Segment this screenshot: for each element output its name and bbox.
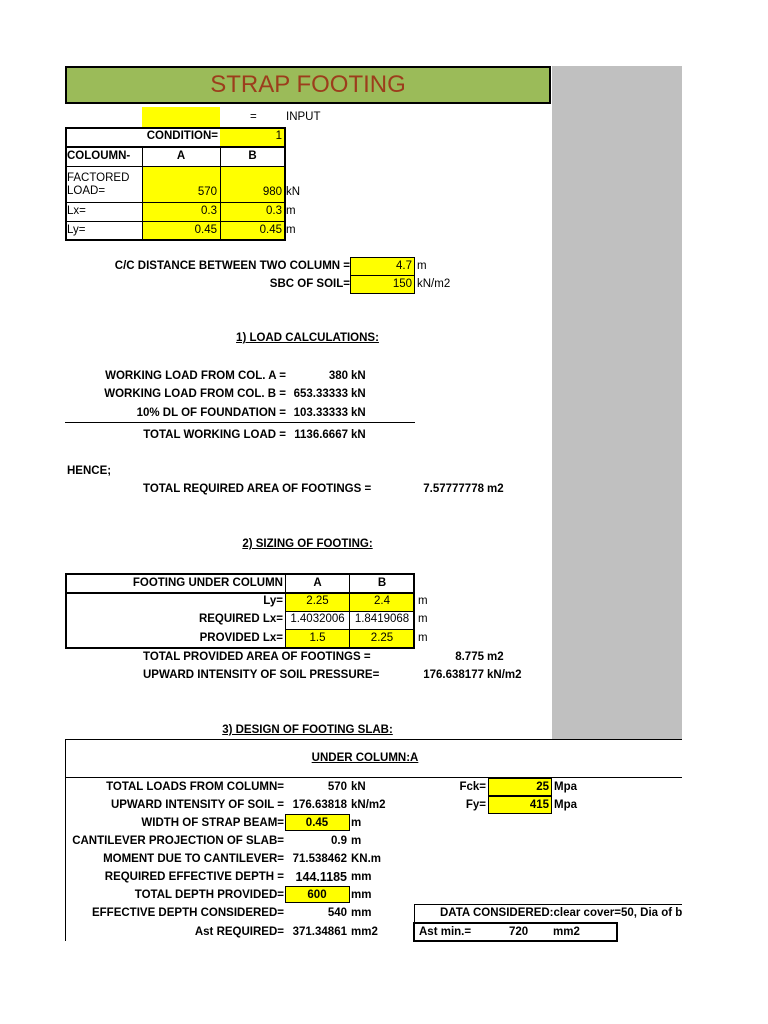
moment-unit: KN.m <box>351 853 382 865</box>
required-area-unit: m2 <box>487 483 504 495</box>
eff-depth-considered-unit: mm <box>351 907 372 919</box>
upward-soil-label: UPWARD INTENSITY OF SOIL = <box>110 799 284 811</box>
cantilever-unit: m <box>351 835 362 847</box>
required-area-value: 7.57777778 <box>423 483 484 495</box>
strap-width-unit: m <box>351 817 362 829</box>
sizing-header-label: FOOTING UNDER COLUMN <box>132 577 283 589</box>
working-load-b-value: 653.33333 <box>293 388 348 400</box>
section1-heading: 1) LOAD CALCULATIONS: <box>236 332 379 344</box>
ly-a[interactable]: 0.45 <box>194 224 217 236</box>
grey-side-panel <box>552 66 682 740</box>
sizing-prov-lx-a[interactable]: 1.5 <box>309 632 326 644</box>
lx-unit: m <box>286 205 296 217</box>
ast-min-label: Ast min.= <box>419 926 472 938</box>
req-eff-depth-value: 144.1185 <box>295 870 347 884</box>
legend-equals: = <box>250 111 257 123</box>
total-loads-label: TOTAL LOADS FROM COLUMN= <box>106 781 284 793</box>
eff-depth-considered-label: EFFECTIVE DEPTH CONSIDERED= <box>91 907 284 919</box>
sizing-ly-a[interactable]: 2.25 <box>306 595 329 607</box>
fck-value[interactable]: 25 <box>536 781 549 793</box>
total-provided-area-unit: m2 <box>487 651 504 663</box>
condition-label: CONDITION= <box>146 130 218 142</box>
total-depth-unit: mm <box>351 889 372 901</box>
moment-label: MOMENT DUE TO CANTILEVER= <box>103 853 284 865</box>
cantilever-value: 0.9 <box>331 835 347 847</box>
total-loads-value: 570 <box>327 781 347 793</box>
fck-label: Fck= <box>459 781 486 793</box>
ast-min-box <box>413 922 618 942</box>
req-eff-depth-unit: mm <box>351 871 372 883</box>
total-working-load-label: TOTAL WORKING LOAD = <box>143 429 286 441</box>
lx-b[interactable]: 0.3 <box>266 205 282 217</box>
cantilever-label: CANTILEVER PROJECTION OF SLAB= <box>72 835 284 847</box>
sizing-prov-lx-b[interactable]: 2.25 <box>370 632 394 644</box>
sizing-req-lx-b: 1.8419068 <box>354 613 410 625</box>
sizing-prov-lx-label: PROVIDED Lx= <box>199 632 283 644</box>
lx-label: Lx= <box>67 205 86 217</box>
dl-foundation-value: 103.33333 <box>293 407 348 419</box>
sizing-ly-label: Ly= <box>263 595 283 607</box>
ly-b[interactable]: 0.45 <box>259 224 282 236</box>
factored-load-a[interactable]: 570 <box>197 186 217 198</box>
sbc-value[interactable]: 150 <box>392 278 412 290</box>
sizing-header-a: A <box>313 577 322 589</box>
hence-label: HENCE; <box>67 465 112 477</box>
eff-depth-considered-value: 540 <box>327 907 347 919</box>
factored-load-unit: kN <box>286 186 301 198</box>
sbc-label: SBC OF SOIL= <box>269 278 350 290</box>
upward-intensity-unit: kN/m2 <box>487 669 522 681</box>
cc-distance-unit: m <box>417 260 427 272</box>
strap-width-value[interactable]: 0.45 <box>305 817 329 829</box>
legend-input-label: INPUT <box>286 111 321 123</box>
data-considered-text: DATA CONSIDERED:clear cover=50, Dia of b <box>440 907 682 919</box>
fy-unit: Mpa <box>554 799 577 811</box>
upward-intensity-value: 176.638177 <box>423 669 484 681</box>
total-provided-area-label: TOTAL PROVIDED AREA OF FOOTINGS = <box>143 651 371 663</box>
section2-heading: 2) SIZING OF FOOTING: <box>242 538 373 550</box>
ast-min-unit: mm2 <box>553 926 580 938</box>
sbc-unit: kN/m2 <box>417 278 451 290</box>
page-title: STRAP FOOTING <box>65 66 551 104</box>
under-column-a-heading: UNDER COLUMN:A <box>311 752 419 764</box>
total-loads-unit: kN <box>351 781 366 793</box>
working-load-a-unit: kN <box>351 370 366 382</box>
factored-load-b[interactable]: 980 <box>262 186 282 198</box>
working-load-b-unit: kN <box>351 388 366 400</box>
dl-foundation-label: 10% DL OF FOUNDATION = <box>136 407 286 419</box>
fy-label: Fy= <box>465 799 486 811</box>
ast-required-unit: mm2 <box>351 926 378 938</box>
fck-unit: Mpa <box>554 781 577 793</box>
section3-heading: 3) DESIGN OF FOOTING SLAB: <box>222 724 393 736</box>
condition-value[interactable]: 1 <box>275 130 282 142</box>
sizing-req-lx-label: REQUIRED Lx= <box>198 613 283 625</box>
ly-label: Ly= <box>67 224 86 236</box>
req-eff-depth-label: REQUIRED EFFECTIVE DEPTH = <box>104 871 284 883</box>
cc-distance-label: C/C DISTANCE BETWEEN TWO COLUMN = <box>114 260 350 272</box>
total-working-load-value: 1136.6667 <box>294 429 348 441</box>
fy-value[interactable]: 415 <box>529 799 549 811</box>
input-legend-swatch <box>142 107 220 127</box>
lx-a[interactable]: 0.3 <box>201 205 217 217</box>
sizing-ly-b[interactable]: 2.4 <box>374 595 390 607</box>
working-load-a-value: 380 <box>328 370 348 382</box>
sizing-req-lx-unit: m <box>418 613 428 625</box>
required-area-label: TOTAL REQUIRED AREA OF FOOTINGS = <box>143 483 372 495</box>
sizing-header-b: B <box>377 577 387 589</box>
dl-foundation-unit: kN <box>351 407 366 419</box>
moment-value: 71.538462 <box>292 853 347 865</box>
sizing-prov-lx-unit: m <box>418 632 428 644</box>
ly-unit: m <box>286 224 296 236</box>
total-depth-label: TOTAL DEPTH PROVIDED= <box>134 889 284 901</box>
sizing-req-lx-a: 1.4032006 <box>290 613 345 625</box>
sizing-ly-unit: m <box>418 595 428 607</box>
working-load-a-label: WORKING LOAD FROM COL. A = <box>105 370 286 382</box>
total-depth-value[interactable]: 600 <box>307 889 327 901</box>
total-provided-area-value: 8.775 <box>455 651 484 663</box>
working-load-b-label: WORKING LOAD FROM COL. B = <box>104 388 286 400</box>
upward-soil-value: 176.63818 <box>292 799 347 811</box>
upward-soil-unit: kN/m2 <box>351 799 386 811</box>
ast-required-label: Ast REQUIRED= <box>194 926 284 938</box>
factored-load-label: FACTORED LOAD= <box>67 172 130 197</box>
coloumn-header: COLOUMN- <box>67 150 131 162</box>
total-working-load-unit: kN <box>351 429 366 441</box>
strap-width-label: WIDTH OF STRAP BEAM= <box>141 817 284 829</box>
upward-intensity-label: UPWARD INTENSITY OF SOIL PRESSURE= <box>143 669 380 681</box>
ast-required-value: 371.34861 <box>292 926 347 938</box>
total-separator <box>65 422 415 423</box>
ast-min-value: 720 <box>509 926 529 938</box>
col-b-header: B <box>248 150 257 162</box>
cc-distance-value[interactable]: 4.7 <box>396 260 412 272</box>
col-a-header: A <box>176 150 186 162</box>
data-considered-box <box>414 904 682 922</box>
